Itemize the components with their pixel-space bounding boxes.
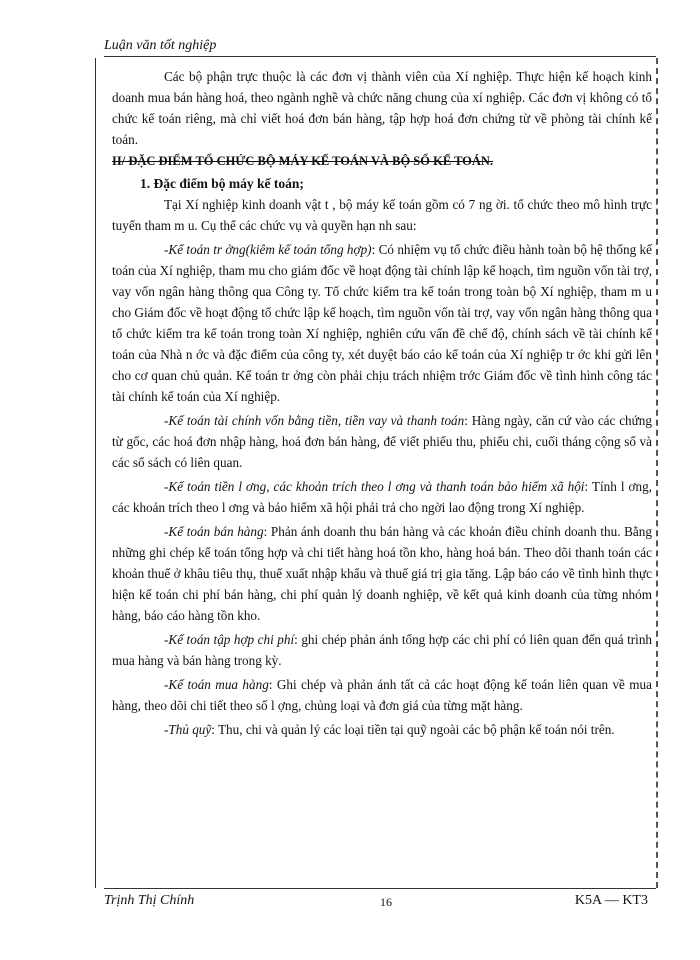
page-number: 16 — [380, 895, 392, 909]
role-text: : Thu, chi và quản lý các loại tiền tại quỹ ngoài các bộ phận kế toán nói trên. — [211, 722, 615, 737]
role-text: : Phản ánh doanh thu bán hàng và các khoản điều chỉnh doanh thu. Bằng những ghi chép kế toán tổng hợp và chi tiết hàng hoá tồn kho, hàng hoá bán. Theo dõi thanh toán các khoản thuế ở khâu tiêu thụ, thuế xuất nhập khẩu và thuế giá trị gia tăng. Lập báo cáo về tình hình thực hiện kế toán chi phí bán hàng, chi phí quản lý doanh nghiệp, về kết quả kinh doanh của từng nhóm hàng, báo cáo hàng tồn kho. — [112, 524, 652, 623]
document-body — [112, 66, 652, 740]
role-treasurer — [112, 719, 652, 740]
role-name: -Kế toán mua hàng — [164, 677, 269, 692]
section-heading: II/ ĐẶC ĐIỂM TỔ CHỨC BỘ MÁY KẾ TOÁN VÀ BỘ SỔ KẾ TOÁN. — [112, 154, 494, 168]
role-name: -Kế toán tài chính vốn bằng tiền, tiền vay và thanh toán — [164, 413, 465, 428]
role-name: -Thủ quỹ — [164, 722, 212, 737]
role-text: : ghi chép phản ánh tổng hợp các chi phí có liên quan đến quá trình mua hàng và bán hàng trong kỳ. — [112, 632, 653, 668]
sub-heading: 1. Đặc điểm bộ máy kế toán; — [140, 176, 304, 191]
role-cost-accountant — [112, 629, 652, 671]
role-payroll-accountant — [112, 476, 652, 518]
role-name: -Kế toán tr ởng(kiêm kế toán tổng hợp) — [164, 242, 372, 257]
footer-class-code: K5A — KT3 — [574, 893, 648, 908]
role-text: : Có nhiệm vụ tổ chức điều hành toàn bộ hệ thống kế toán của Xí nghiệp, tham mu cho giám đốc về hoạt động tài chính lập kế hoạch, tìm nguồn vốn tài trợ, vay vốn ngân hàng thông qua Công ty. Tổ chức kiểm tra kế toán trong toàn bộ Xí nghiệp, tham m u cho Giám đốc về hoạt động tổ chức lập kế hoạch, tìm nguồn vốn tài trợ, vay vốn ngân hàng thông qua tổ chức kiểm tra kế toán trong toàn Xí nghiệp, nghiên cứu vấn đề chế độ, chính sách về tài chính kế toán của Nhà n ớc và đặc điểm của công ty, xét duyệt báo cáo kế toán của Xí nghiệp tr ớc khi gửi lên cho cơ quan chủ quản. Kế toán tr ởng còn phải chịu trách nhiệm trớc Giám đốc về tình hình công tác tài chính kế toán của Xí nghiệp. — [112, 242, 652, 404]
page-border-left — [95, 58, 96, 888]
page-footer — [104, 888, 656, 910]
role-text: : Hàng ngày, căn cứ vào các chứng từ gốc, các hoá đơn nhập hàng, hoá đơn bán hàng, để viết phiếu thu, phiếu chi, cuối tháng cộng sổ và các sổ sách có liên quan. — [112, 413, 652, 470]
role-name: -Kế toán bán hàng — [164, 524, 264, 539]
page-header — [104, 38, 656, 57]
role-purchase-accountant — [112, 674, 652, 716]
staff-paragraph: Tại Xí nghiệp kinh doanh vật t , bộ máy kế toán gồm có 7 ng ời. tổ chức theo mô hình trực tuyến tham m u. Cụ thể các chức vụ và quyền hạn nh sau: — [112, 197, 652, 233]
role-sales-accountant — [112, 521, 652, 626]
page-border-right — [656, 58, 658, 888]
footer-author: Trịnh Thị Chính — [104, 893, 195, 908]
role-text: : Tính l ơng, các khoản trích theo l ơng và bảo hiểm xã hội phải trả cho ngời lao động trong Xí nghiệp. — [112, 479, 652, 515]
role-finance-accountant — [112, 410, 652, 473]
intro-paragraph: Các bộ phận trực thuộc là các đơn vị thành viên của Xí nghiệp. Thực hiện kế hoạch kinh doanh mua bán hàng hoá, theo ngành nghề và chức năng chung của xí nghiệp. Các đơn vị không có tổ chức kế toán riêng, mà chỉ viết hoá đơn bán hàng, tập hợp hoá đơn chứng từ về phòng tài chính kế toán. — [112, 69, 652, 147]
role-text: : Ghi chép và phản ánh tất cả các hoạt động kế toán liên quan về mua hàng, theo dõi chi tiết theo số l ợng, chủng loại và đơn giá của từng mặt hàng. — [112, 677, 652, 713]
role-name: -Kế toán tập hợp chi phí — [164, 632, 295, 647]
role-name: -Kế toán tiền l ơng, các khoản trích theo l ơng và thanh toán bảo hiểm xã hội — [164, 479, 585, 494]
header-title: Luận văn tốt nghiệp — [104, 38, 217, 53]
role-chief-accountant — [112, 239, 652, 407]
